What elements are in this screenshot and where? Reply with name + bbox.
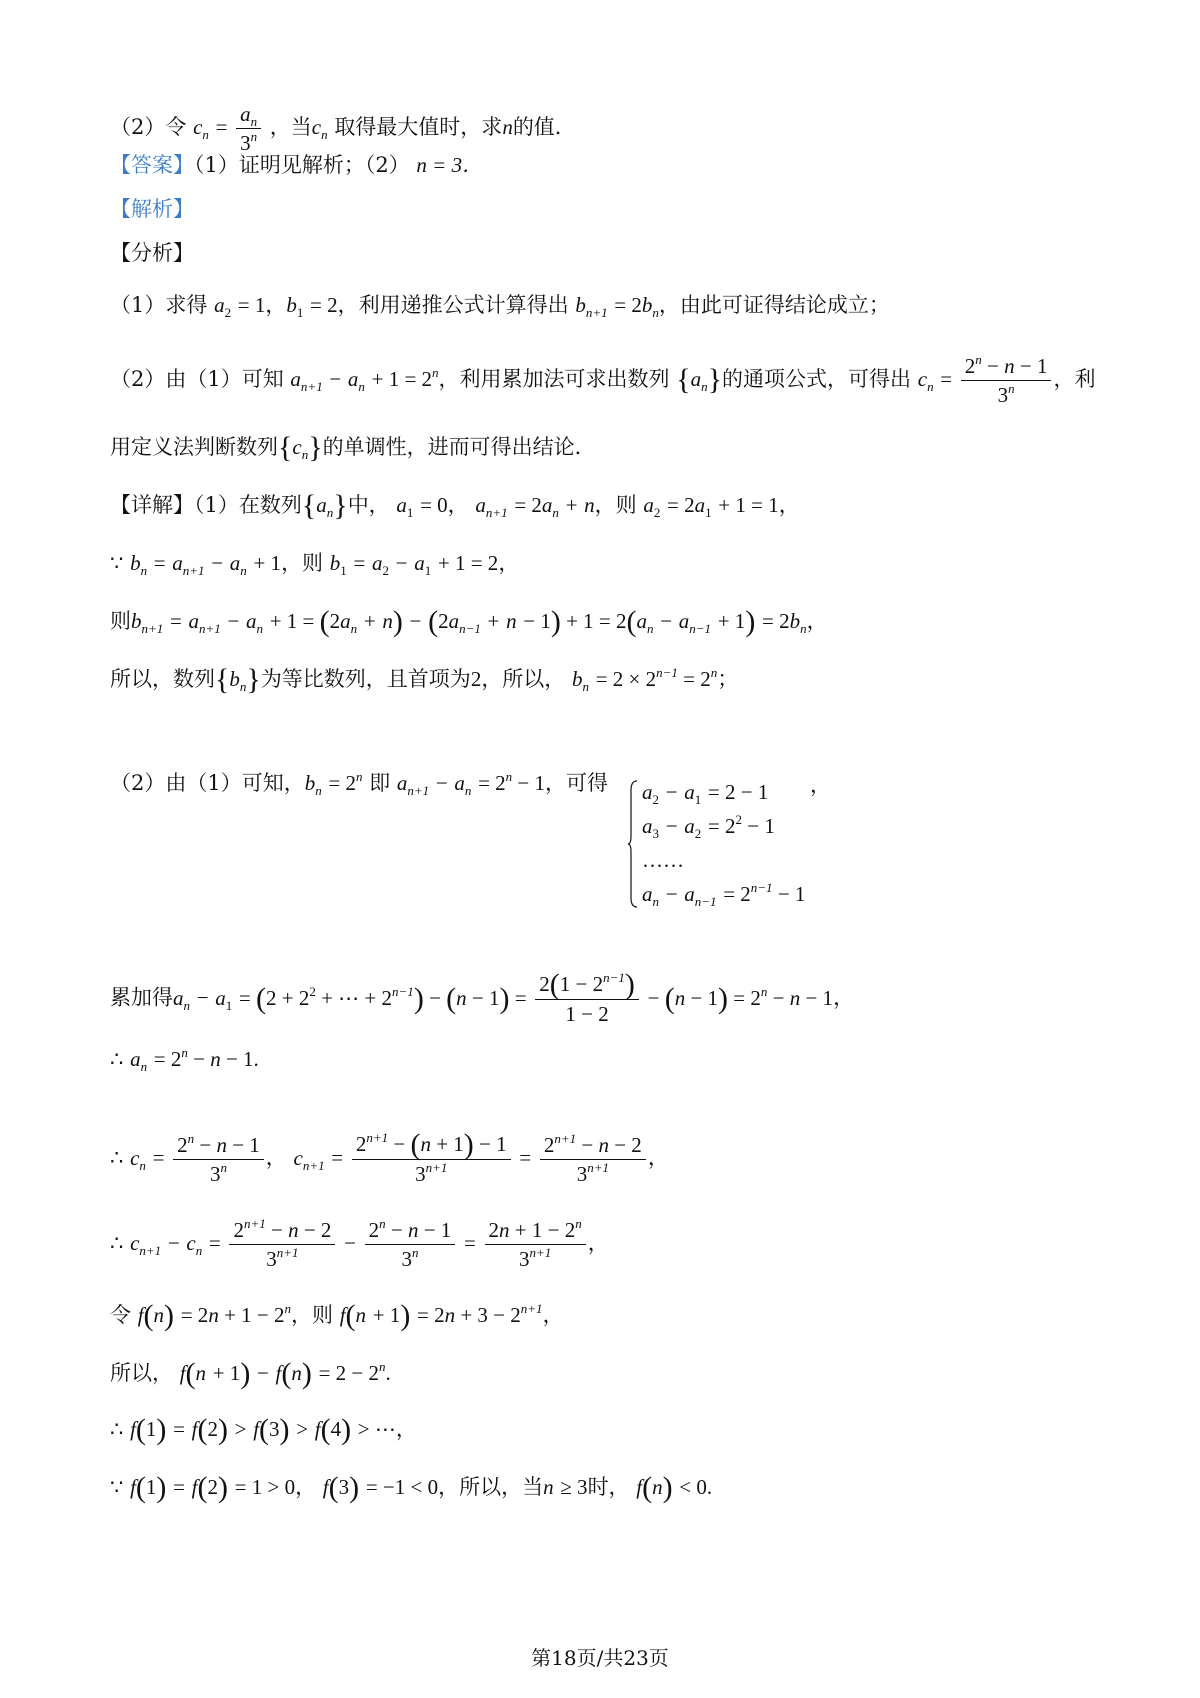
text: ∴ — [110, 1231, 124, 1255]
jiexi-label: 【解析】 — [110, 197, 194, 221]
text: ，则 — [291, 1303, 333, 1327]
text: 的值． — [512, 115, 576, 139]
comma: ， — [810, 773, 831, 797]
text: ∵ — [110, 551, 124, 575]
text: ，可得 — [545, 771, 609, 795]
detail-8: ∴ $c_n$ = $\frac{2^n - n - 1}{3^n}$ ， $c_{n+1}$ = $\frac{2^{n+1} - (n + 1) - 1}{3^{n+1}}$ = $\frac{2^{n+1} - n - 2}{3^{n+1}}$ ， — [110, 1128, 669, 1186]
text: 为等比数列，且首项为 — [260, 667, 471, 691]
text: ，则 — [594, 493, 637, 517]
text: ，则 — [281, 551, 324, 575]
detail-5: （2）由（1）可知，$b_n = 2^n$ 即 $a_{n+1} - a_n = 2^n - 1$，可得 — [110, 769, 609, 798]
page-footer: 第18页/共23页 — [531, 1646, 669, 1670]
text: ，由此可证得结论成立； — [658, 293, 890, 317]
detail-9: ∴ $c_{n+1} - c_n$ = $\frac{2^{n+1} - n - 2}{3^{n+1}}$ − $\frac{2^n - n - 1}{3^n}$ = $\frac{2n + 1 - 2^n}{3^{n+1}}$ ， — [110, 1216, 609, 1271]
text: ∴ — [110, 1145, 124, 1170]
question-2: （2）令 $c_n$ = $\frac{a_n}{3^n}$ ，当$c_n$ 取得最大值时，求n的值． — [110, 102, 576, 155]
text: 所以， — [110, 1361, 173, 1385]
detail-4: 所以，数列$\{b_n\}$为等比数列，且首项为2，所以， $b_n = 2 \times 2^{n-1} = 2^n$； — [110, 663, 739, 696]
text: 用定义法判断数列 — [110, 435, 278, 459]
text: （1）在数列 — [194, 493, 302, 517]
detail-1: 【详解】（1）在数列$\{a_n\}$中， $a_1 = 0$， $a_{n+1} = 2a_n + n$，则 $a_2 = 2a_1 + 1 = 1$， — [110, 489, 800, 522]
detail-6: 累加得$a_n - a_1 = (2 + 2^2$ + ⋯ + $2^{n-1}) - (n - 1)$ = $\frac{2(1 - 2^{n-1})}{1 - 2}$ − $(n - 1) = 2^n - n - 1$， — [110, 968, 855, 1026]
text: ∴ — [110, 1417, 124, 1441]
text: 所以，数列 — [110, 667, 215, 691]
detail-12: ∴ f(1) = f(2) > f(3) > f(4) > ⋯， — [110, 1413, 417, 1446]
detail-10: 令 $f(n) = 2n + 1 - 2^n$，则 $f(n + 1) = 2n + 3 - 2^{n+1}$， — [110, 1299, 564, 1332]
detail-label: 【详解】 — [110, 493, 194, 517]
text: 累加得 — [110, 985, 173, 1010]
fenxi-3: 用定义法判断数列$\{c_n\}$的单调性，进而可得出结论． — [110, 431, 596, 464]
answer-value: n = 3． — [416, 153, 484, 177]
text: ∵ — [110, 1475, 124, 1499]
text: 的单调性，进而可得出结论． — [322, 435, 596, 459]
detail-11: 所以， $f(n + 1) - f(n) = 2 - 2^n$. — [110, 1357, 391, 1390]
detail-13: ∵ f(1) = f(2) = 1 > 0， f(3) = −1 < 0，所以，当n ≥ 3时， f(n) < 0. — [110, 1471, 713, 1504]
text: （2）由（1）可知 — [110, 367, 284, 391]
text: （1）证明见解析；（2） — [194, 153, 410, 177]
text: ，当 — [269, 115, 312, 139]
fenxi-2: （2）由（1）可知 $a_{n+1} - a_n + 1 = 2^n$，利用累加法可求出数列 $\{a_n\}$的通项公式，可得出 $c_n$ = $\frac{2^n - n - 1}{3^n}$ ，利 — [110, 352, 1096, 407]
detail-3: 则$b_{n+1} = a_{n+1} - a_n + 1 = (2a_n + n) - (2a_{n-1} + n - 1) + 1 = 2(a_n - a_{n-1} + 1) = 2b_n$， — [110, 605, 828, 638]
fenxi-1: （1）求得 $a_2 = 1$，$b_1 = 2$，利用递推公式计算得出 $b_{n+1} = 2b_n$，由此可证得结论成立； — [110, 293, 890, 320]
text: 则 — [110, 609, 131, 633]
answer-line — [110, 150, 483, 180]
text: （1）求得 — [110, 293, 208, 317]
answer-label: 【答案】 — [110, 153, 194, 177]
text: （2）由（1）可知， — [110, 771, 305, 795]
detail-2: ∵ $b_n = a_{n+1} - a_n + 1$，则 $b_1 = a_2 - a_1 + 1 = 2$， — [110, 551, 520, 578]
detail-7: ∴ $a_n = 2^n - n - 1$. — [110, 1045, 259, 1074]
text: （2）令 — [110, 115, 187, 139]
text: 令 — [110, 1303, 131, 1327]
text: ，利用累加法可求出数列 — [438, 367, 670, 391]
text: ，所以， — [481, 667, 566, 691]
text: 取得最大值时，求 — [334, 115, 503, 139]
text: ，利 — [1053, 367, 1096, 391]
text: ，利用递推公式计算得出 — [337, 293, 569, 317]
text: 时， — [587, 1475, 630, 1499]
fenxi-label: 【分析】 — [110, 241, 194, 265]
text: ，所以，当 — [438, 1475, 544, 1499]
text: 即 — [369, 771, 391, 795]
text: 的通项公式，可得出 — [722, 367, 912, 391]
brace-icon — [628, 780, 638, 908]
text: 中， — [347, 493, 390, 517]
text: ∴ — [110, 1047, 124, 1071]
